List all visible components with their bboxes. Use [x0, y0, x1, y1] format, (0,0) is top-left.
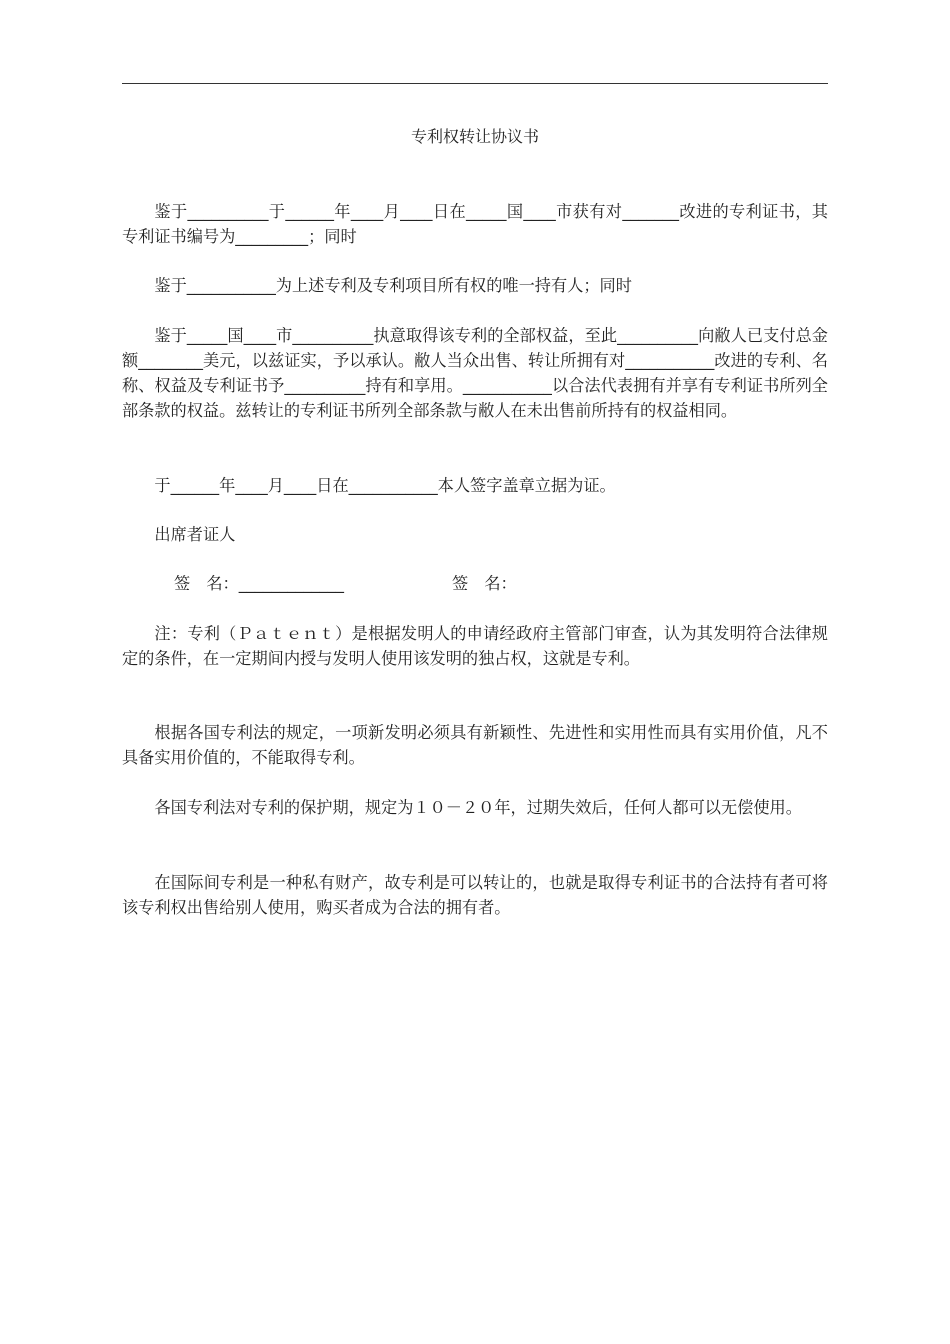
- execution-date-paragraph: 于______年____月____日在___________本人签字盖章立据为证。: [154, 476, 616, 495]
- note-paragraph-transfer: 在国际间专利是一种私有财产，故专利是可以转让的，也就是取得专利证书的合法持有者可将该专利权出售给别人使用，购买者成为合法的拥有者。: [122, 873, 828, 917]
- signature-row: [174, 571, 517, 596]
- document-title: 专利权转让协议书: [410, 127, 539, 146]
- note-paragraph-patent-definition: 注：专利（Ｐａｔｅｎｔ）是根据发明人的申请经政府主管部门审查，认为其发明符合法律规定的条件，在一定期间内授与发明人使用该发明的独占权，这就是专利。: [122, 624, 828, 668]
- signature-line-1: 签 名：_____________: [174, 574, 344, 593]
- whereas-paragraph-3: 鉴于_____国____市__________执意取得该专利的全部权益，至此__________向敝人已支付总金额________美元，以兹证实，予以承认。敝人当众出售、转让所拥有对___________改进的专利、名称、权益及专利证书予__________持有和享用。___________以合法代表拥有并享有专利证书所列全部条款的权益。兹转让的专利证书所列全部条款与敝人在未出售前所持有的权益相同。: [122, 326, 828, 420]
- witness-heading: 出席者证人: [154, 525, 236, 544]
- header-rule: [122, 83, 828, 84]
- note-paragraph-requirements: 根据各国专利法的规定，一项新发明必须具有新颖性、先进性和实用性而具有实用价值，凡不具备实用价值的，不能取得专利。: [122, 723, 828, 767]
- signature-line-2: 签 名：: [452, 574, 517, 593]
- whereas-paragraph-1: 鉴于__________于______年____月____日在_____国____市获有对_______改进的专利证书，其专利证书编号为_________；同时: [122, 202, 828, 246]
- note-paragraph-protection-period: 各国专利法对专利的保护期，规定为１０－２０年，过期失效后，任何人都可以无偿使用。: [154, 798, 802, 817]
- whereas-paragraph-2: 鉴于___________为上述专利及专利项目所有权的唯一持有人；同时: [154, 276, 632, 295]
